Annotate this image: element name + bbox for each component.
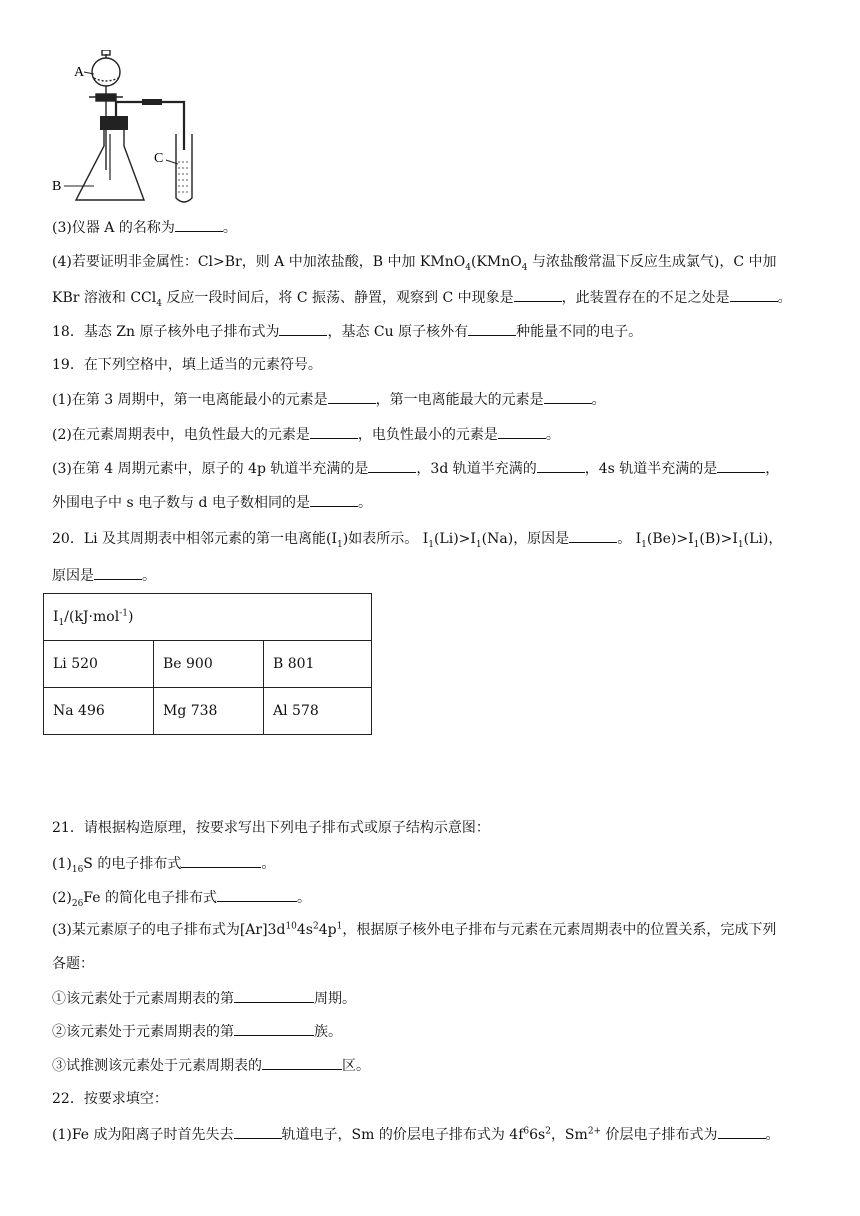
ionization-energy-table — [43, 593, 372, 735]
inequality-2: $I_1(Be)>I_1(B)>I_1(Li)$ — [635, 531, 769, 550]
q21-part3: (3)某元素原子的电子排布式为$[Ar]3d^{10}4s^24p^1$，根据原子核外电子排布与元素在元素周期表中的位置关系，完成下列 — [52, 921, 777, 938]
table-cell: Li 520 — [44, 641, 154, 688]
answer-blank[interactable] — [279, 321, 327, 336]
table-cell: Na 496 — [44, 688, 154, 735]
answer-blank[interactable] — [234, 1021, 314, 1036]
apparatus-figure — [44, 50, 224, 208]
q21-part1: $(1)_{16}S$ 的电子排布式 。 — [52, 853, 275, 874]
answer-blank[interactable] — [468, 321, 516, 336]
answer-blank[interactable] — [537, 458, 585, 473]
answer-blank[interactable] — [569, 528, 617, 543]
answer-blank[interactable] — [544, 389, 592, 404]
table-header: $I_1/(kJ\cdot mol^{-1})$ — [44, 594, 372, 641]
question-18: 18．基态 Zn 原子核外电子排布式为 ，基态 Cu 原子核外有 种能量不同的电子。 — [52, 321, 642, 342]
answer-blank[interactable] — [514, 287, 562, 302]
label-c: C — [154, 151, 164, 166]
answer-blank[interactable] — [368, 458, 416, 473]
label-a: A — [74, 65, 85, 80]
q21-item2: ②该元素处于元素周期表的第 族。 — [52, 1021, 342, 1042]
q21-item3: ③试推测该元素处于元素周期表的 区。 — [52, 1055, 370, 1076]
q21-part3-cont: 各题： — [52, 956, 94, 972]
q19-part3-cont: 外围电子中 s 电子数与 d 电子数相同的是 。 — [52, 492, 372, 513]
question-21-stem: 21．请根据构造原理，按要求写出下列电子排布式或原子结构示意图： — [52, 820, 490, 836]
q22-part1: (1)Fe 成为阳离子时首先失去 轨道电子，Sm 的价层电子排布式为 $4f^66s^2$，$Sm^{2+}$ 价层电子排布式为 。 — [52, 1124, 780, 1145]
q17-part4-line1: (4)若要证明非金属性：Cl>Br，则 A 中加浓盐酸，B 中加 KMnO$_4$(KMnO$_4$ 与浓盐酸常温下反应生成氯气)，C 中加 — [52, 254, 777, 273]
answer-blank[interactable] — [310, 492, 358, 507]
inequality-1: $I_1(Li)>I_1(Na)$ — [422, 531, 514, 550]
table-row — [44, 688, 372, 735]
answer-blank[interactable] — [181, 853, 261, 868]
question-22-stem: 22．按要求填空： — [52, 1091, 168, 1107]
q17-part3: (3)仪器 A 的名称为 。 — [52, 217, 237, 238]
q21-part2: $(2)_{26}Fe$ 的简化电子排布式 。 — [52, 887, 311, 908]
answer-blank[interactable] — [310, 424, 358, 439]
answer-blank[interactable] — [730, 287, 778, 302]
answer-blank[interactable] — [94, 565, 142, 580]
q19-part3: (3)在第 4 周期元素中，原子的 4p 轨道半充满的是 ，3d 轨道半充满的 ，4s 轨道半充满的是 ， — [52, 458, 779, 479]
answer-blank[interactable] — [262, 1055, 342, 1070]
question-20-cont: 原因是 。 — [52, 565, 156, 586]
table-header-row — [44, 594, 372, 641]
answer-blank[interactable] — [234, 988, 314, 1003]
answer-blank[interactable] — [217, 887, 297, 902]
answer-blank[interactable] — [498, 424, 546, 439]
table-cell: Al 578 — [264, 688, 372, 735]
question-19-stem: 19．在下列空格中，填上适当的元素符号。 — [52, 357, 322, 373]
table-cell: Mg 738 — [154, 688, 264, 735]
answer-blank[interactable] — [717, 458, 765, 473]
q17-part4-line2: KBr 溶液和 CCl$_4$ 反应一段时间后，将 C 振荡、静置，观察到 C 中现象是 ，此装置存在的不足之处是 。 — [52, 287, 792, 308]
q21-item1: ①该元素处于元素周期表的第 周期。 — [52, 988, 356, 1009]
q19-part2: (2)在元素周期表中，电负性最大的元素是 ，电负性最小的元素是 。 — [52, 424, 560, 445]
answer-blank[interactable] — [718, 1124, 766, 1139]
answer-blank[interactable] — [328, 389, 376, 404]
question-20: 20．Li 及其周期表中相邻元素的第一电离能$(I_1)$如表所示。 $I_1(Li)>I_1(Na)$，原因是 。 $I_1(Be)>I_1(B)>I_1(Li)$， — [52, 528, 782, 549]
table-row — [44, 641, 372, 688]
answer-blank[interactable] — [234, 1124, 282, 1139]
table-cell: Be 900 — [154, 641, 264, 688]
q19-part1: (1)在第 3 周期中，第一电离能最小的元素是 ，第一电离能最大的元素是 。 — [52, 389, 606, 410]
separatory-funnel — [89, 50, 123, 170]
table-cell: B 801 — [264, 641, 372, 688]
answer-blank[interactable] — [175, 217, 223, 232]
label-b: B — [52, 179, 62, 194]
